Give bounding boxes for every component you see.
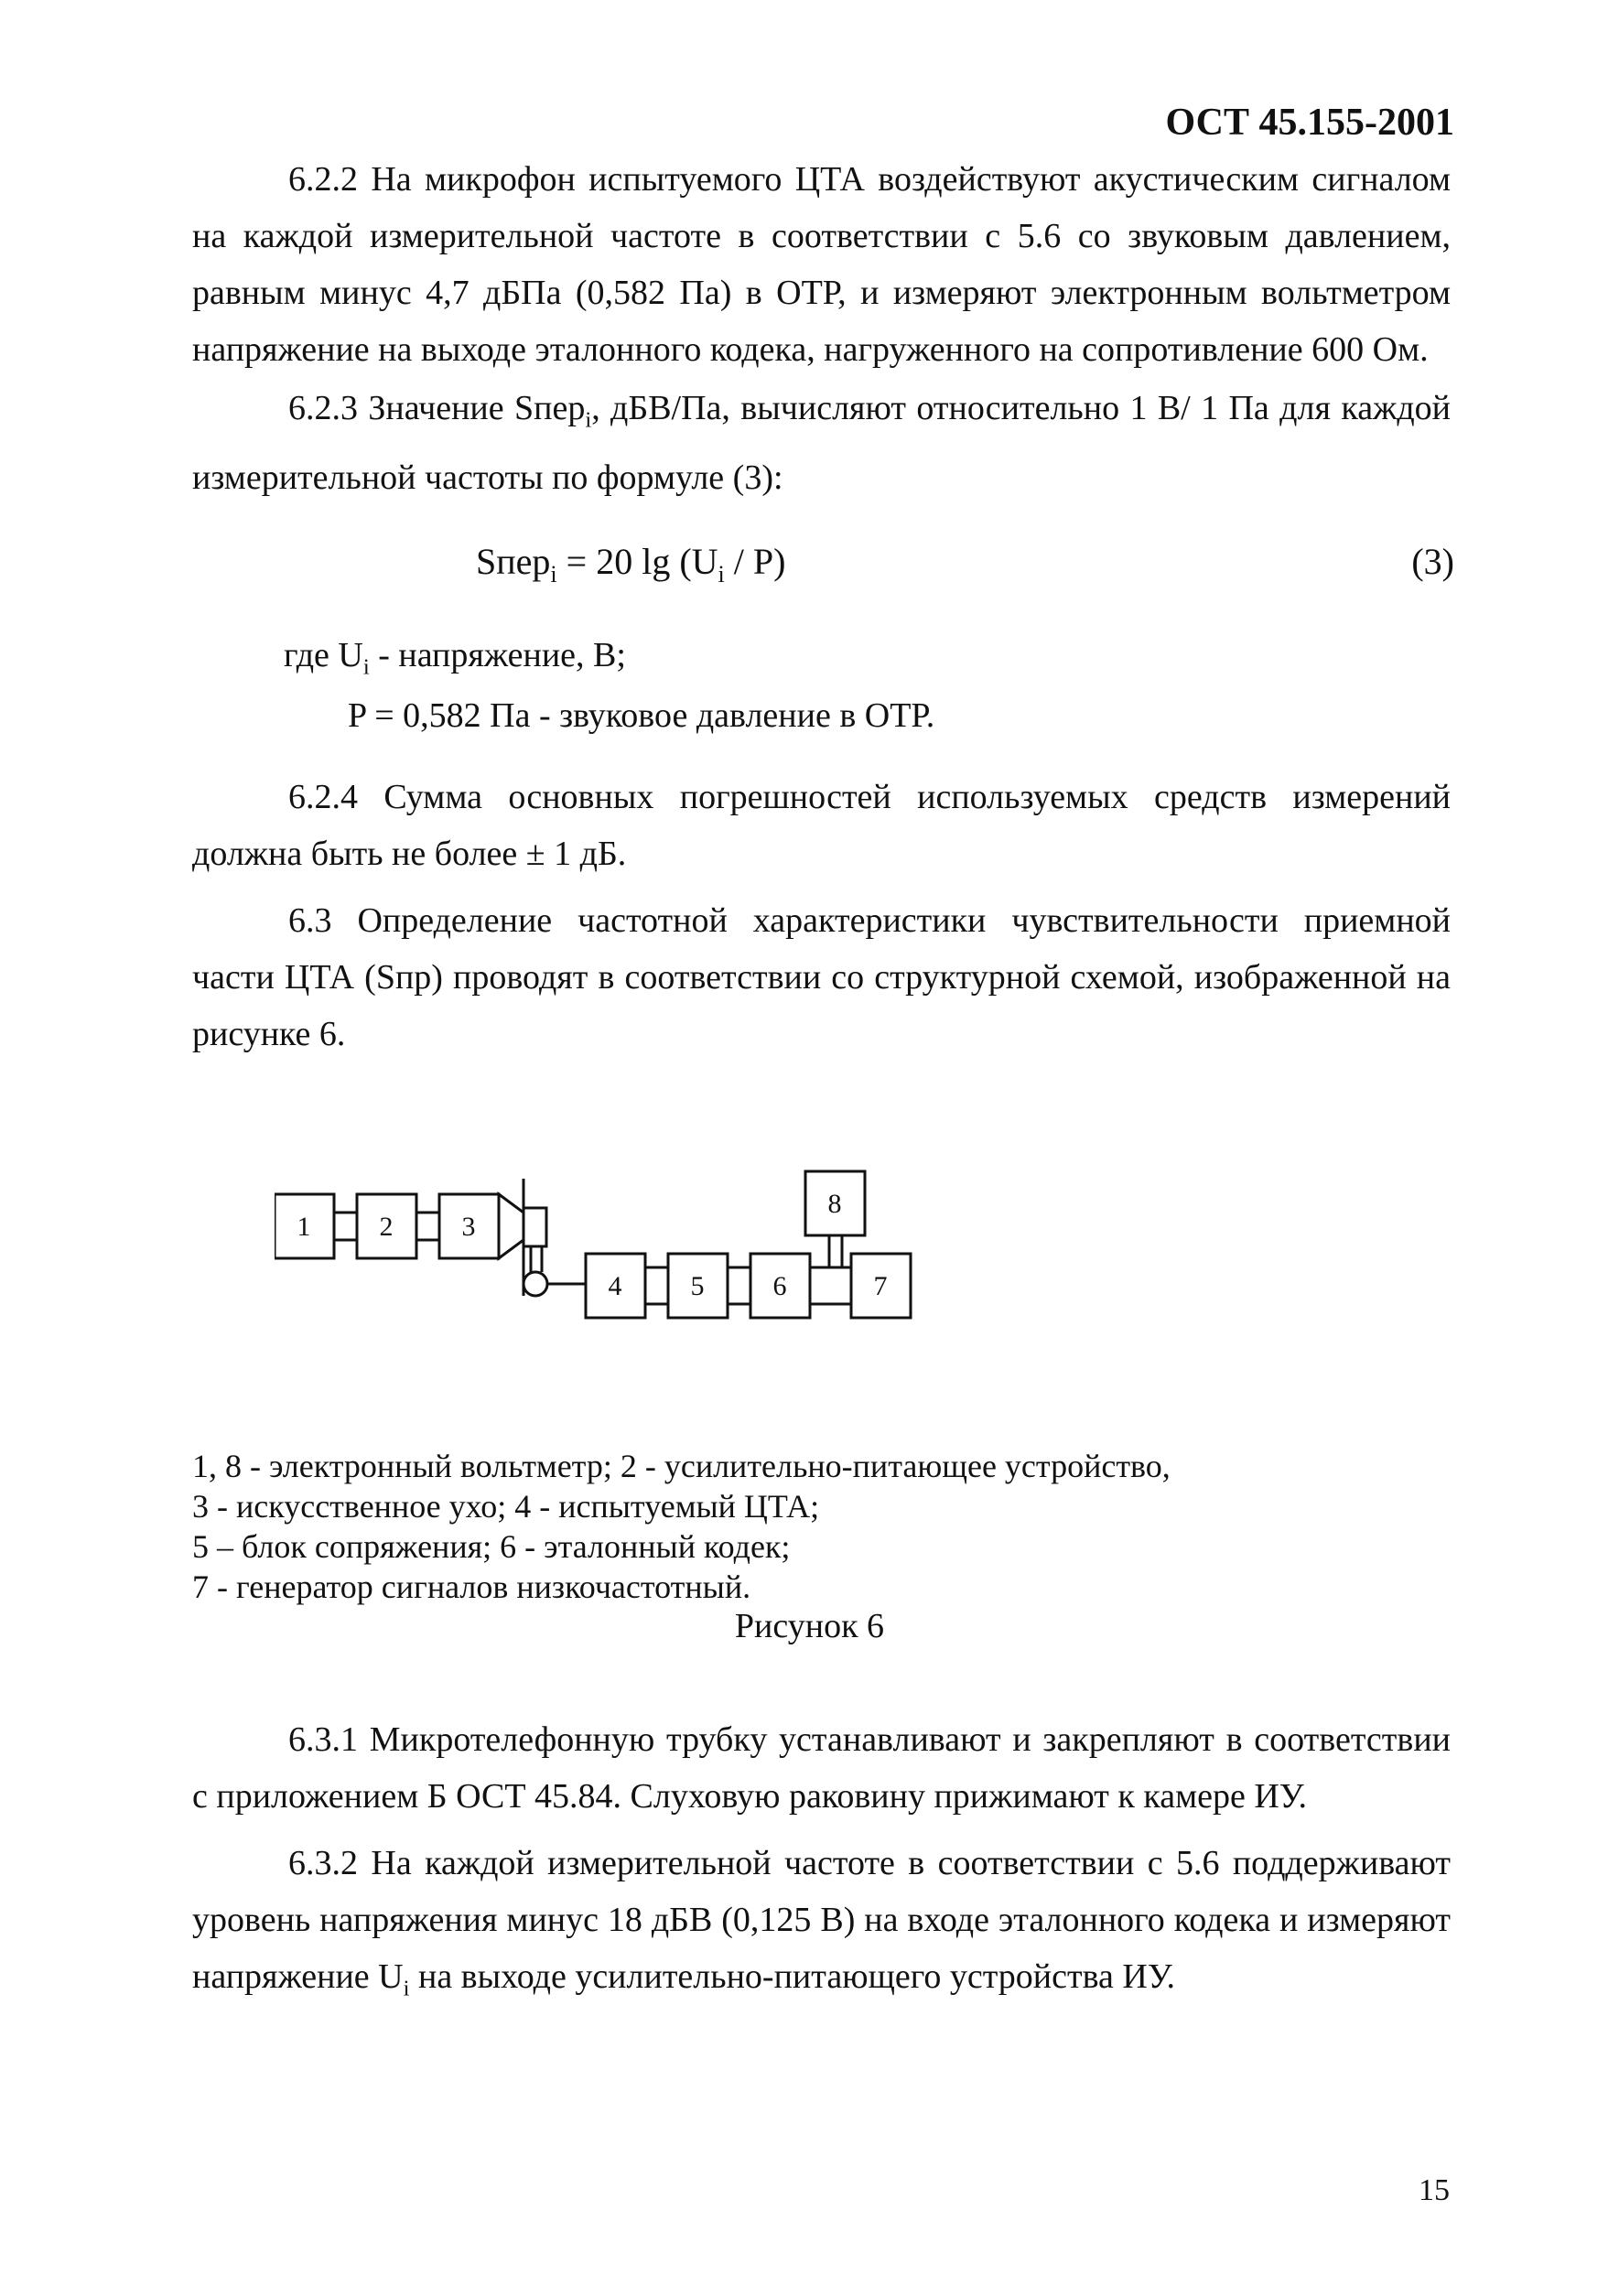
formula-eq: = 20 lg (U bbox=[556, 541, 718, 582]
formula-u-sub: i bbox=[718, 561, 725, 587]
paragraph-6-3-2-sub: i bbox=[403, 1976, 410, 2001]
formula-lhs: Sпер bbox=[476, 541, 551, 582]
microphone-circle bbox=[523, 1272, 547, 1296]
formula-3 bbox=[0, 540, 1619, 595]
earpiece bbox=[523, 1208, 546, 1246]
block-4-label: 4 bbox=[608, 1271, 622, 1301]
block-3-label: 3 bbox=[461, 1212, 476, 1242]
formula-tail: / P) bbox=[724, 541, 786, 582]
paragraph-6-2-3-sub: i bbox=[585, 407, 592, 433]
block-2-label: 2 bbox=[379, 1212, 394, 1242]
where-block bbox=[284, 631, 934, 739]
paragraph-6-3-2 bbox=[192, 1835, 1451, 2018]
where-line-1-pre: где U bbox=[284, 636, 363, 674]
legend-line: 7 - генератор сигналов низкочастотный. bbox=[192, 1568, 751, 1605]
block-5-label: 5 bbox=[690, 1271, 705, 1301]
block-diagram bbox=[275, 1162, 1281, 1437]
legend-line: 1, 8 - электронный вольтметр; 2 - усилительно-питающее устройство, bbox=[192, 1448, 1171, 1484]
legend-line: 5 – блок сопряжения; 6 - эталонный кодек; bbox=[192, 1528, 791, 1565]
paragraph-6-2-4: 6.2.4 Сумма основных погрешностей используемых средств измерений должна быть не более ± 1 дБ. bbox=[192, 778, 1451, 873]
paragraph-6-3-2-part2: на выходе усилительно-питающего устройства ИУ. bbox=[409, 1957, 1176, 1996]
where-line-1 bbox=[284, 631, 934, 692]
block-8-label: 8 bbox=[827, 1189, 842, 1219]
paragraph-6-3: 6.3 Определение частотной характеристики чувствительности приемной части ЦТА (Sпр) проводят в соответствии со структурной схемой, изображенной на рисунке 6. bbox=[192, 901, 1451, 1053]
where-line-1-post: - напряжение, В; bbox=[369, 636, 626, 674]
paragraph-6-2-3-part1: 6.2.3 Значение Sпер bbox=[288, 389, 586, 427]
paragraph-6-2-2: 6.2.2 На микрофон испытуемого ЦТА воздействуют акустическим сигналом на каждой измерительной частоте в соответствии с 5.6 со звуковым давлением, равным минус 4,7 дБПа (0,582 Па) в ОТР, и измеряют электронным вольтметром напряжение на выходе эталонного кодека, нагруженного на сопротивление 600 Ом. bbox=[192, 160, 1451, 369]
page-number: 15 bbox=[1419, 2173, 1450, 2207]
block-7-label: 7 bbox=[873, 1271, 888, 1301]
formula-expression bbox=[476, 540, 785, 588]
where-line-2: P = 0,582 Па - звуковое давление в ОТР. bbox=[348, 695, 935, 735]
block-1-label: 1 bbox=[297, 1212, 311, 1242]
paragraph-6-3-2-part1: 6.3.2 На каждой измерительной частоте в соответствии с 5.6 поддерживают уровень напряжения минус 18 дБВ (0,125 В) на входе эталонного кодека и измеряют напряжение U bbox=[192, 1844, 1451, 1996]
legend-line: 3 - искусственное ухо; 4 - испытуемый ЦТА; bbox=[192, 1488, 820, 1525]
figure-legend bbox=[192, 1446, 1171, 1607]
paragraph-6-3-1: 6.3.1 Микротелефонную трубку устанавливают и закрепляют в соответствии с приложением Б ОСТ 45.84. Слуховую раковину прижимают к камере ИУ. bbox=[192, 1720, 1451, 1816]
figure-title: Рисунок 6 bbox=[734, 1607, 885, 1645]
ear-shape bbox=[499, 1194, 523, 1258]
where-line-1-sub: i bbox=[362, 654, 370, 680]
paragraph-6-2-3 bbox=[192, 380, 1451, 506]
paragraph-6-2-3-part2: , дБВ/Па, вычисляют относительно 1 В/ 1 Па для каждой измерительной частоты по формуле (3): bbox=[192, 389, 1451, 497]
formula-number: (3) bbox=[1411, 541, 1454, 582]
document-id: ОСТ 45.155-2001 bbox=[1165, 102, 1454, 144]
formula-lhs-sub: i bbox=[550, 561, 557, 587]
block-6-label: 6 bbox=[772, 1271, 787, 1301]
